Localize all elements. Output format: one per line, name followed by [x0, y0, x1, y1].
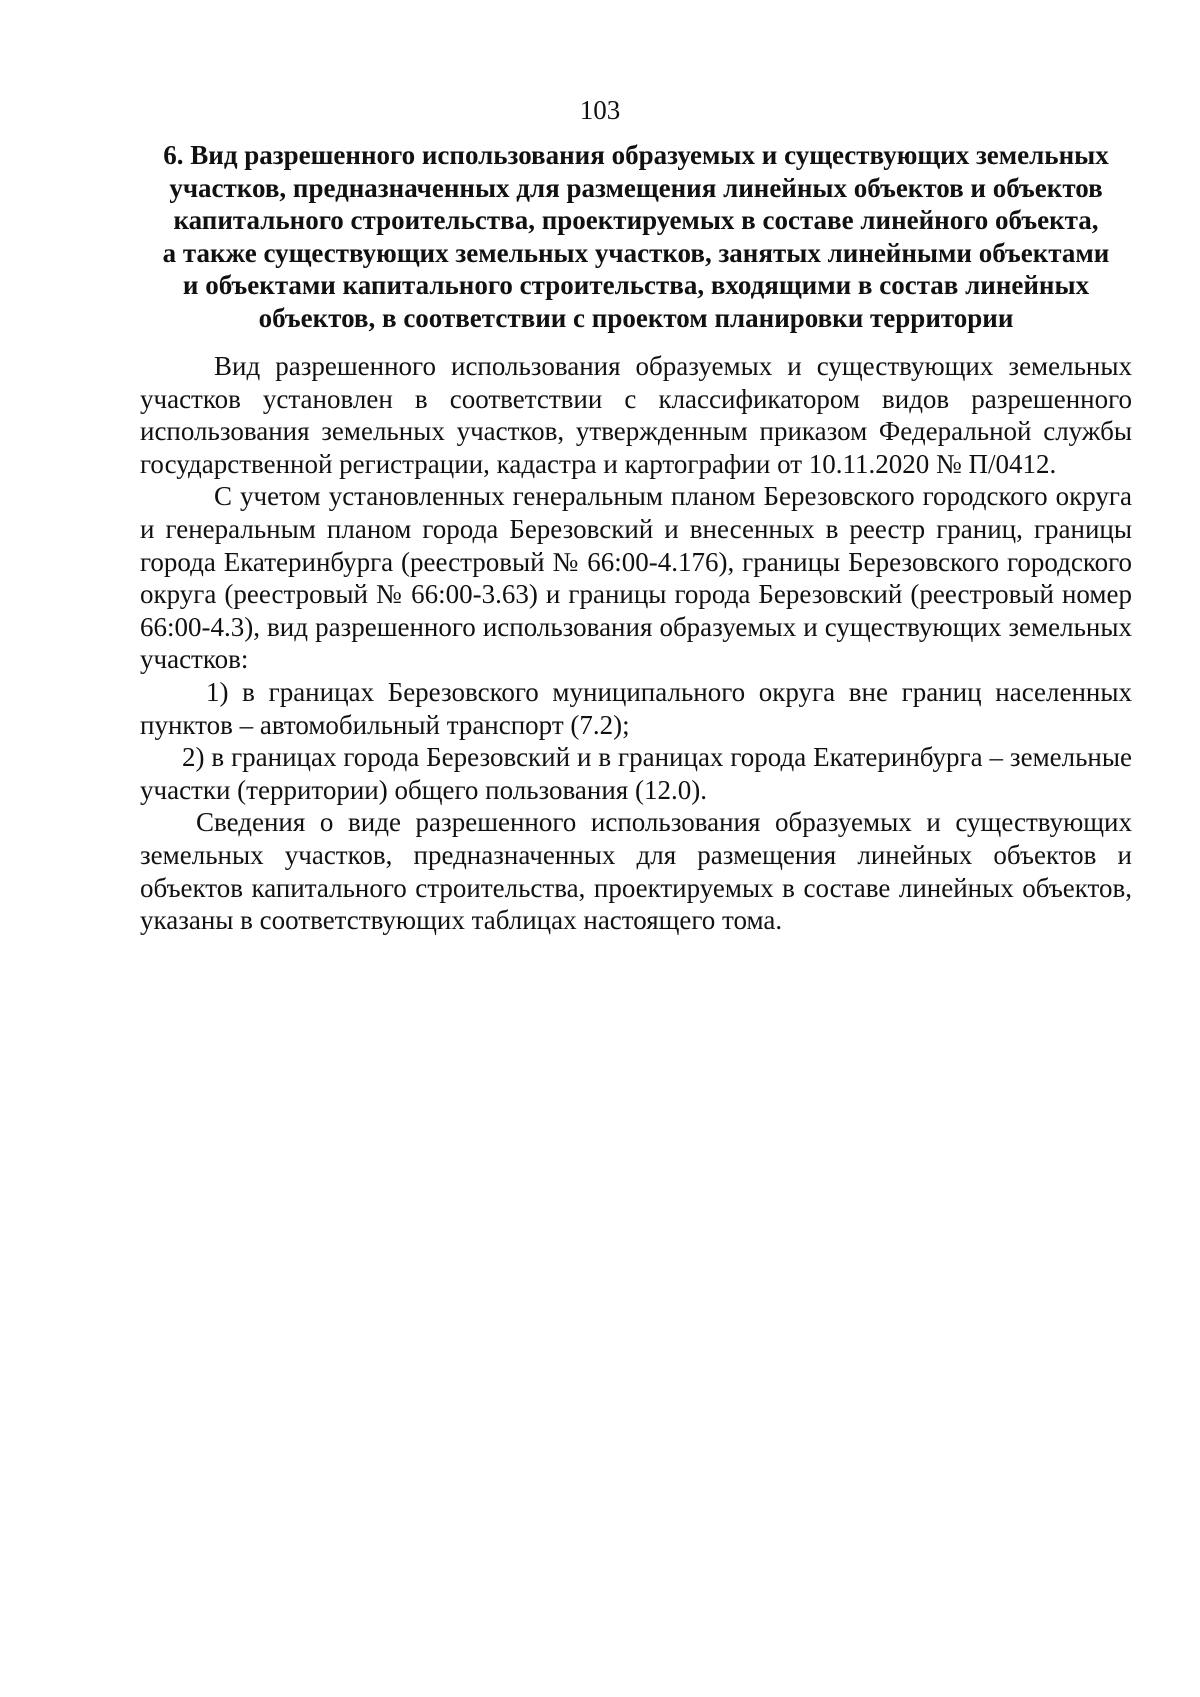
paragraph-boundaries: С учетом установленных генеральным планом Березовского городского округа и генеральным планом города Березовский и внесенных в реестр границ, границы города Екатеринбурга (реестровый № 66:00-4.176), границы Березовского городского округа (реестровый № 66:00-3.63) и границы города Березовский (реестровый номер 66:00-4.3), вид разрешенного использования образуемых и существующих земельных участков:	[140, 481, 1132, 675]
heading-line: а также существующих земельных участков, занятых линейными объектами	[162, 237, 1110, 268]
heading-line: объектов, в соответствии с проектом планировки территории	[258, 302, 1014, 333]
heading-line: участков, предназначенных для размещения линейных объектов и объектов	[169, 172, 1103, 203]
list-item-2: 2) в границах города Березовский и в границах города Екатеринбурга – земельные участки (территории) общего пользования (12.0).	[140, 742, 1132, 805]
body-text	[140, 350, 1132, 937]
page-number: 103	[579, 95, 621, 125]
heading-line: 6. Вид разрешенного использования образуемых и существующих земельных	[163, 140, 1109, 170]
section-heading	[140, 139, 1132, 335]
paragraph-info: Сведения о виде разрешенного использования образуемых и существующих земельных участков, предназначенных для размещения линейных объектов и объектов капитального строительства, проектируемых в составе линейных объектов, указаны в соответствующих таблицах настоящего тома.	[140, 807, 1132, 936]
paragraph-classifier: Вид разрешенного использования образуемых и существующих земельных участков установлен в соответствии с классификатором видов разрешенного использования земельных участков, утвержденным приказом Федеральной службы государственной регистрации, кадастра и картографии от 10.11.2020 № П/0412.	[140, 351, 1132, 479]
heading-line: капитального строительства, проектируемых в составе линейного объекта,	[173, 205, 1099, 236]
list-item-1: 1) в границах Березовского муниципального округа вне границ населенных пунктов – автомобильный транспорт (7.2);	[140, 676, 1132, 740]
heading-line: и объектами капитального строительства, входящими в состав линейных	[182, 270, 1090, 301]
